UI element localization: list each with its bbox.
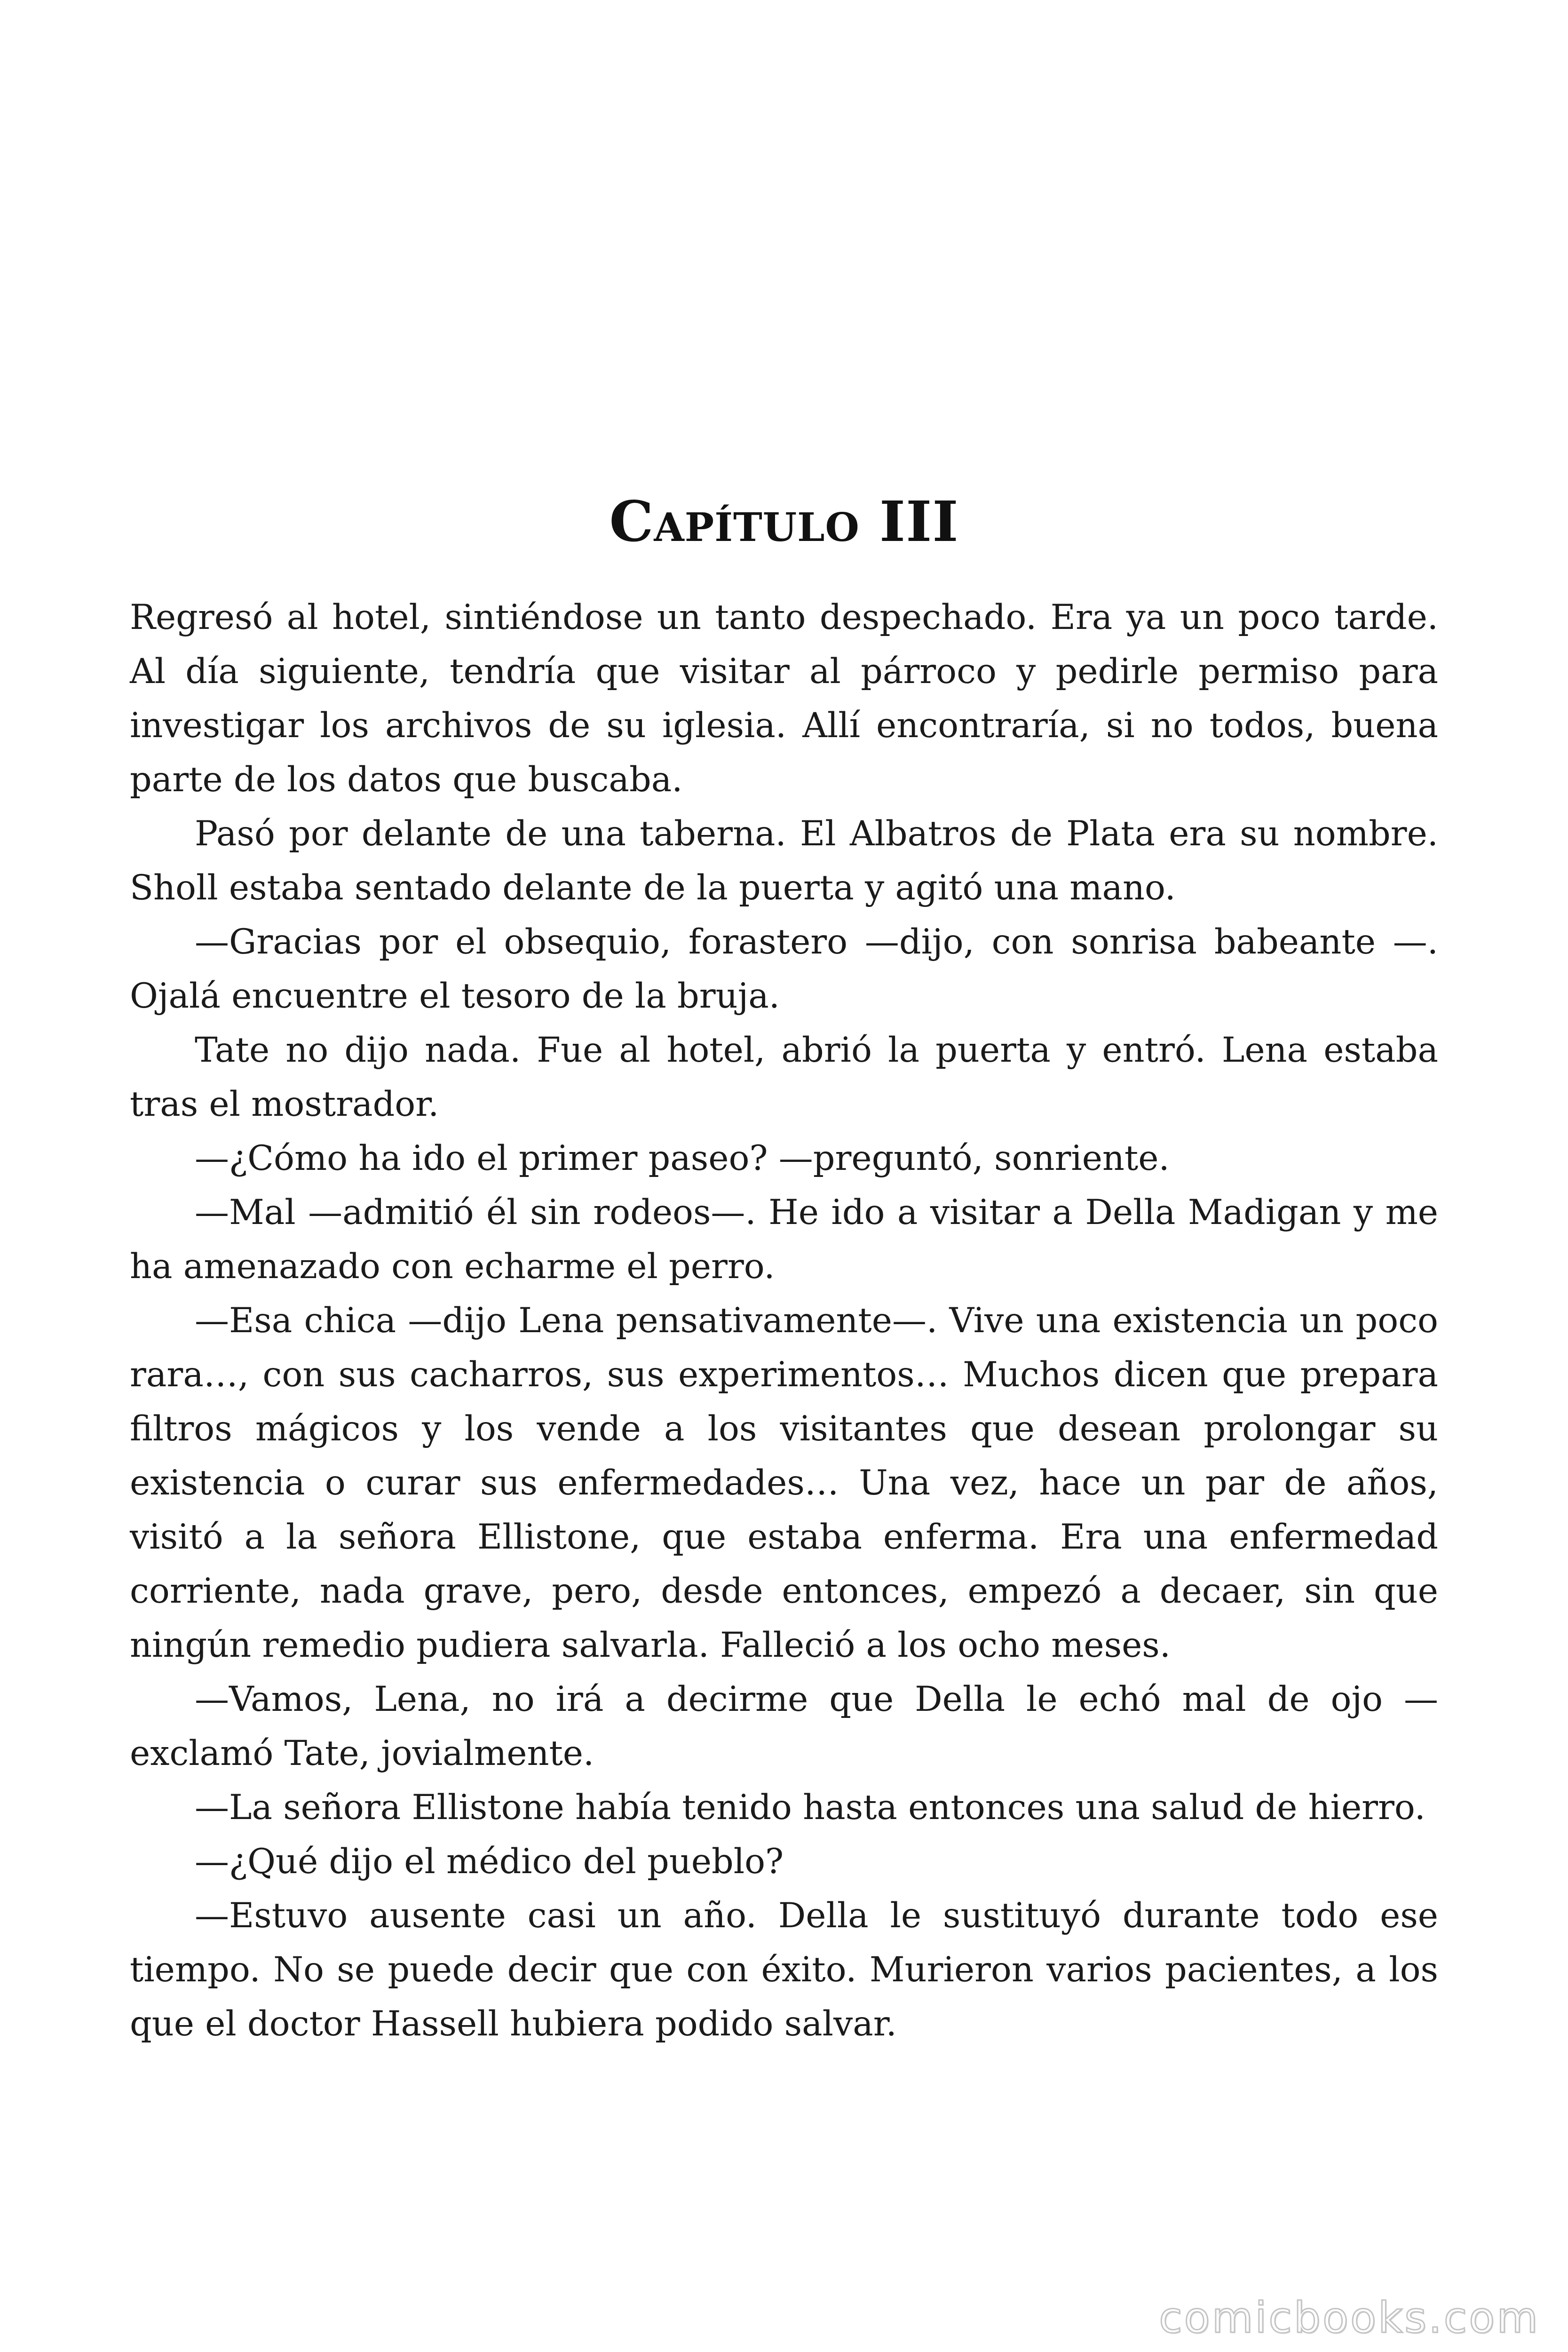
watermark: comicbooks.com: [1159, 2293, 1540, 2343]
paragraph: —Esa chica —dijo Lena pensativamente—. Vive una existencia un poco rara…, con sus cacharros, sus experimentos… Muchos dicen que prepara filtros mágicos y los vende a los visitantes que desean prolongar su existencia o curar sus enfermedades… Una vez, hace un par de años, visitó a la señora Ellistone, que estaba enferma. Era una enfermedad corriente, nada grave, pero, desde entonces, empezó a decaer, sin que ningún remedio pudiera salvarla. Falleció a los ocho meses.: [130, 1301, 1438, 1665]
paragraph: —La señora Ellistone había tenido hasta entonces una salud de hierro.: [195, 1788, 1425, 1828]
paragraph: —Estuvo ausente casi un año. Della le sustituyó durante todo ese tiempo. No se puede decir que con éxito. Murieron varios pacientes, a los que el doctor Hassell hubiera podido salvar.: [130, 1896, 1438, 2044]
paragraph: —¿Qué dijo el médico del pueblo?: [195, 1842, 784, 1882]
paragraph: —Mal —admitió él sin rodeos—. He ido a visitar a Della Madigan y me ha amenazado con echarme el perro.: [130, 1192, 1438, 1287]
chapter-body: [130, 590, 1438, 2051]
chapter-title: Capítulo III: [609, 489, 959, 555]
paragraph: Tate no dijo nada. Fue al hotel, abrió la puerta y entró. Lena estaba tras el mostrador.: [130, 1030, 1438, 1124]
paragraph: Pasó por delante de una taberna. El Albatros de Plata era su nombre. Sholl estaba sentado delante de la puerta y agitó una mano.: [130, 814, 1438, 908]
paragraph: Regresó al hotel, sintiéndose un tanto despechado. Era ya un poco tarde. Al día siguiente, tendría que visitar al párroco y pedirle permiso para investigar los archivos de su iglesia. Allí encontraría, si no todos, buena parte de los datos que buscaba.: [130, 597, 1438, 800]
paragraph: —Vamos, Lena, no irá a decirme que Della le echó mal de ojo — exclamó Tate, jovialmente.: [130, 1679, 1438, 1773]
paragraph: —Gracias por el obsequio, forastero —dijo, con sonrisa babeante —. Ojalá encuentre el tesoro de la bruja.: [130, 922, 1438, 1016]
paragraph: —¿Cómo ha ido el primer paseo? —preguntó, sonriente.: [195, 1138, 1170, 1178]
